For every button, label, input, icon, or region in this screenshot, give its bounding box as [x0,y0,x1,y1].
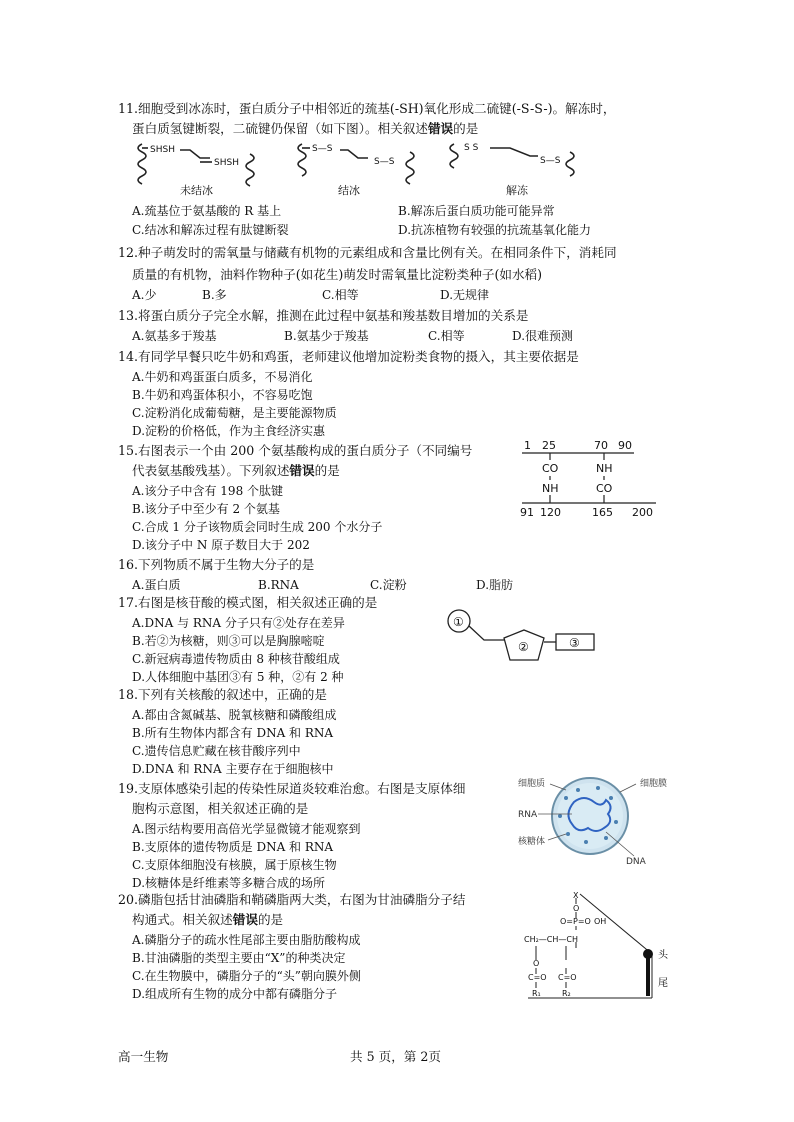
q11-fig-text-shsh-2: SHSH [214,158,239,168]
q19-option-c[interactable]: C.支原体细胞没有核膜，属于原核生物 [132,858,337,872]
q15-stem-line2: 代表氨基酸残基）。下列叙述错误的是 [132,463,340,478]
q12-option-a[interactable]: A.少 [132,288,157,302]
q15-option-d[interactable]: D.该分子中 N 原子数目大于 202 [132,538,310,552]
q16-option-c[interactable]: C.淀粉 [370,578,407,592]
q20-stem-line1: 20.磷脂包括甘油磷脂和鞘磷脂两大类，右图为甘油磷脂分子结 [118,892,466,907]
q16-option-d[interactable]: D.脂肪 [476,578,514,592]
q20-fig-r1: R₁ [532,989,541,998]
q17-option-b[interactable]: B.若②为核糖，则③可以是胸腺嘧啶 [132,634,325,648]
q20-fig-x: X [573,891,579,900]
q20-fig-o-2: O [533,959,540,968]
q11-option-b[interactable]: B.解冻后蛋白质功能可能异常 [398,204,555,218]
q19-stem-line2: 胞构示意图，相关叙述正确的是 [132,801,309,816]
q11-option-d[interactable]: D.抗冻植物有较强的抗巯基氧化能力 [398,223,592,237]
q20-phospholipid-figure [520,890,670,1002]
q17-fig-label-3: ③ [569,636,580,650]
q12-stem-line2: 质量的有机物，油料作物种子(如花生)萌发时需氧量比淀粉类种子(如水稻) [132,267,543,282]
q18-option-b[interactable]: B.所有生物体内都含有 DNA 和 RNA [132,726,334,740]
q15-group-nh-1: NH [542,482,559,495]
q19-label-cytoplasm: 细胞质 [518,779,546,789]
q20-fig-co-2: C=O [558,973,577,982]
q20-fig-phosphate: O=P=O [560,917,591,926]
q15-top-label-90: 90 [618,439,632,452]
q19-label-ribosome: 核糖体 [518,837,546,847]
q11-label-frozen: 结冰 [338,184,360,197]
q17-option-c[interactable]: C.新冠病毒遗传物质由 8 种核苷酸组成 [132,652,340,666]
q19-mycoplasma-figure [516,776,686,866]
q18-option-d[interactable]: D.DNA 和 RNA 主要存在于细胞核中 [132,762,334,776]
q17-fig-label-2: ② [518,640,529,654]
q15-bottom-label-91: 91 [520,506,534,519]
q11-option-a[interactable]: A.巯基位于氨基酸的 R 基上 [132,204,282,218]
q20-fig-tail: 尾 [658,978,668,989]
q15-bottom-label-200: 200 [632,506,653,519]
q11-label-thawed: 解冻 [506,184,528,197]
q20-fig-oh: OH [594,917,607,926]
q19-option-a[interactable]: A.图示结构要用高倍光学显微镜才能观察到 [132,822,361,836]
q15-top-label-1: 1 [524,439,531,452]
q13-option-d[interactable]: D.很难预测 [512,329,574,343]
q19-label-rna: RNA [518,810,538,820]
q11-fig-text-ss-4: S—S [540,156,561,166]
q14-option-b[interactable]: B.牛奶和鸡蛋体积小，不容易吃饱 [132,388,313,402]
q20-fig-r2: R₂ [562,989,571,998]
q13-option-a[interactable]: A.氨基多于羧基 [132,329,217,343]
q15-bottom-label-165: 165 [592,506,613,519]
q20-option-c[interactable]: C.在生物膜中，磷脂分子的“头”朝向膜外侧 [132,969,361,983]
q13-stem: 13.将蛋白质分子完全水解，推测在此过程中氨基和羧基数目增加的关系是 [118,308,529,323]
q11-fig-text-shsh-1: SHSH [150,145,175,155]
q16-option-b[interactable]: B.RNA [258,578,299,592]
q11-label-unfrozen: 未结冰 [180,184,213,197]
q15-option-c[interactable]: C.合成 1 分子该物质会同时生成 200 个水分子 [132,520,383,534]
q20-option-d[interactable]: D.组成所有生物的成分中都有磷脂分子 [132,987,338,1001]
q19-option-b[interactable]: B.支原体的遗传物质是 DNA 和 RNA [132,840,334,854]
q12-option-d[interactable]: D.无规律 [440,288,490,302]
q15-top-label-70: 70 [594,439,608,452]
q15-group-co-1: CO [542,462,559,475]
q20-option-a[interactable]: A.磷脂分子的疏水性尾部主要由脂肪酸构成 [132,933,361,947]
q12-stem-line1: 12.种子萌发时的需氧量与储藏有机物的元素组成和含量比例有关。在相同条件下，消耗同 [118,245,617,260]
q11-stem-line2: 蛋白质氢键断裂，二硫键仍保留（如下图）。相关叙述错误的是 [132,121,479,136]
q14-option-d[interactable]: D.淀粉的价格低，作为主食经济实惠 [132,424,326,438]
q20-fig-head: 头 [658,950,668,961]
q15-stem-line1: 15.右图表示一个由 200 个氨基酸构成的蛋白质分子（不同编号 [118,443,473,458]
q18-stem: 18.下列有关核酸的叙述中，正确的是 [118,687,327,702]
q14-option-c[interactable]: C.淀粉消化成葡萄糖，是主要能源物质 [132,406,337,420]
q12-option-b[interactable]: B.多 [202,288,227,302]
q17-stem: 17.右图是核苷酸的模式图，相关叙述正确的是 [118,595,378,610]
q11-stem-line1: 11.细胞受到冰冻时，蛋白质分子中相邻近的巯基(-SH)氧化形成二硫键(-S-S-)。解冻时， [118,101,616,116]
q20-option-b[interactable]: B.甘油磷脂的类型主要由“X”的种类决定 [132,951,346,965]
q18-option-c[interactable]: C.遗传信息贮藏在核苷酸序列中 [132,744,301,758]
q15-bottom-label-120: 120 [540,506,561,519]
q11-fig-text-ss-3: S S [464,143,479,153]
q19-stem-line1: 19.支原体感染引起的传染性尿道炎较难治愈。右图是支原体细 [118,781,466,796]
q16-option-a[interactable]: A.蛋白质 [132,578,181,592]
q15-option-b[interactable]: B.该分子中至少有 2 个氨基 [132,502,280,516]
q20-fig-glycerol: CH₂—CH—CH [524,935,579,944]
q19-label-dna: DNA [626,857,646,866]
q13-option-c[interactable]: C.相等 [428,329,465,343]
q15-option-a[interactable]: A.该分子中含有 198 个肽键 [132,484,284,498]
q17-fig-label-1: ① [453,615,464,629]
q15-top-label-25: 25 [542,439,556,452]
q13-option-b[interactable]: B.氨基少于羧基 [284,329,369,343]
q15-group-co-2: CO [596,482,613,495]
q11-protein-figure [130,138,590,200]
q14-option-a[interactable]: A.牛奶和鸡蛋蛋白质多，不易消化 [132,370,313,384]
q17-option-a[interactable]: A.DNA 与 RNA 分子只有②处存在差异 [132,616,345,630]
q20-fig-o-1: O [573,904,580,913]
q16-stem: 16.下列物质不属于生物大分子的是 [118,557,315,572]
q12-option-c[interactable]: C.相等 [322,288,359,302]
q11-option-c[interactable]: C.结冰和解冻过程有肽键断裂 [132,223,289,237]
q20-fig-co-1: C=O [528,973,547,982]
q17-nucleotide-figure [444,604,604,664]
q14-stem: 14.有同学早餐只吃牛奶和鸡蛋，老师建议他增加淀粉类食物的摄入，其主要依据是 [118,349,579,364]
q11-fig-text-ss-2: S—S [374,157,395,167]
q11-fig-text-ss-1: S—S [312,144,333,154]
footer-page-number: 共 5 页，第 2页 [350,1049,442,1064]
q18-option-a[interactable]: A.都由含氮碱基、脱氧核糖和磷酸组成 [132,708,337,722]
q19-option-d[interactable]: D.核糖体是纤维素等多糖合成的场所 [132,876,326,890]
q15-group-nh-2: NH [596,462,613,475]
footer-subject: 高一生物 [118,1049,169,1064]
q19-label-membrane: 细胞膜 [640,779,668,789]
q17-option-d[interactable]: D.人体细胞中基团③有 5 种，②有 2 种 [132,670,344,684]
q15-protein-chain-figure [516,438,666,520]
q20-stem-line2: 构通式。相关叙述错误的是 [132,912,284,927]
